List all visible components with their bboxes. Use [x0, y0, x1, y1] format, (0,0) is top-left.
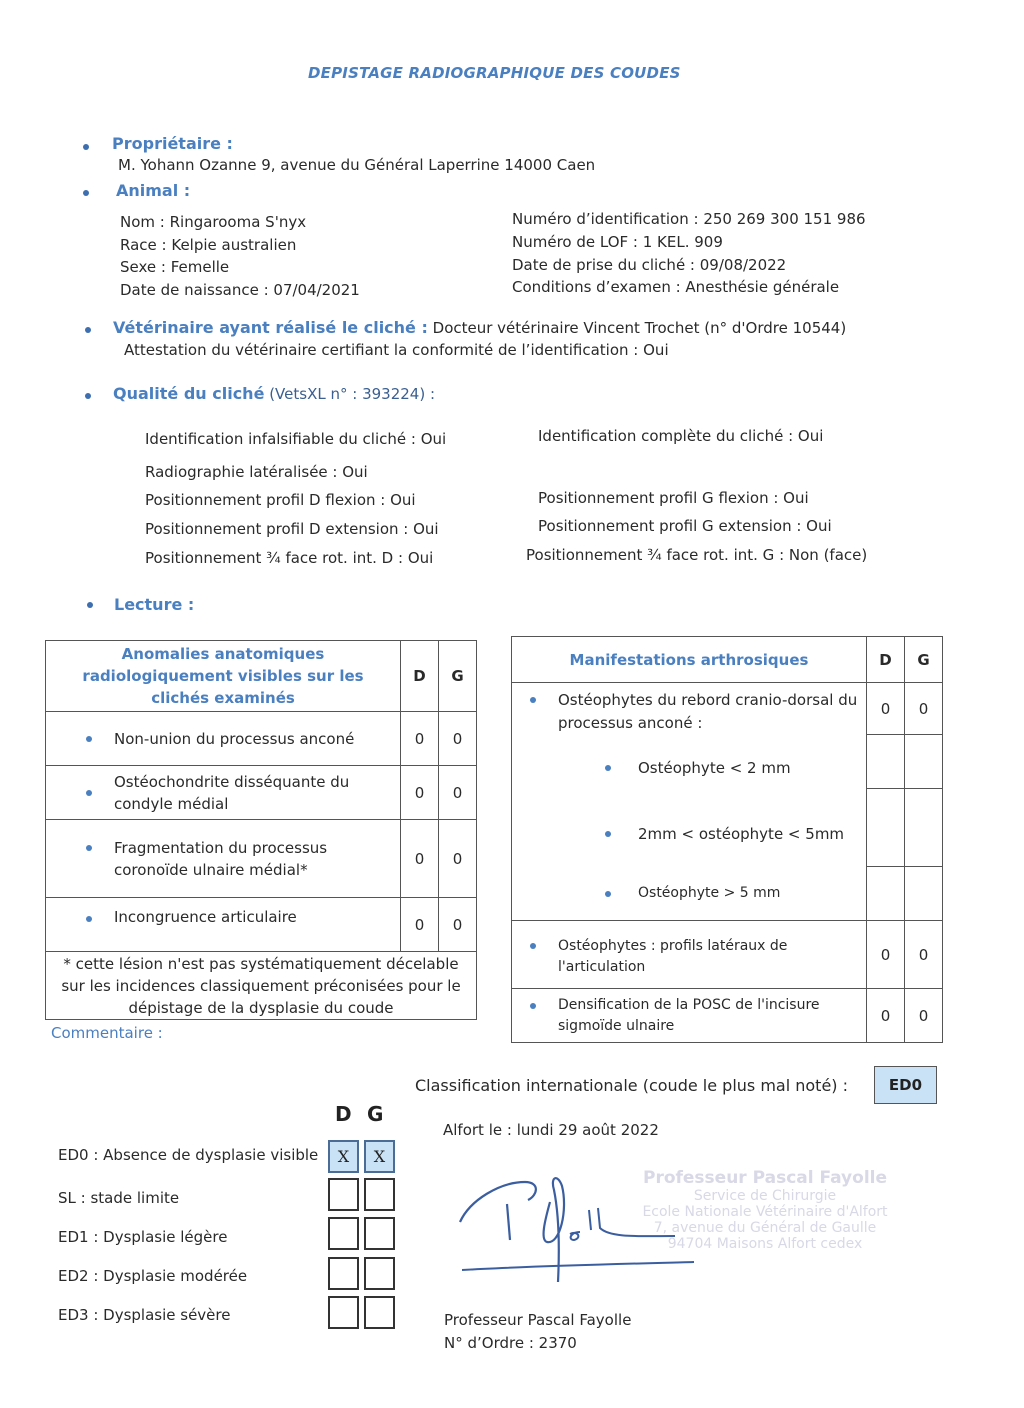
stamp-line: 94704 Maisons Alfort cedex [667, 1236, 863, 1252]
bullet [83, 190, 89, 196]
bullet [85, 327, 91, 333]
value-g: 0 [439, 712, 477, 766]
bullet [86, 790, 92, 796]
value-d: 0 [867, 921, 905, 989]
osteophyte-sub: Ostéophyte > 5 mm [638, 885, 781, 901]
stamp-line: 7, avenue du Général de Gaulle [653, 1220, 877, 1236]
value-d: 0 [401, 898, 439, 952]
col-g-header: G [905, 637, 943, 683]
bullet [530, 1003, 536, 1009]
bullet [86, 845, 92, 851]
anomalies-footnote: * cette lésion n'est pas systématiquement décelable sur les incidences classiquement préconisées pour le dépistage de la dysplasie du coude [46, 952, 477, 1020]
table-row [46, 898, 477, 952]
qualite-item: Identification complète du cliché : Oui [538, 427, 824, 445]
row-label: Incongruence articulaire [114, 907, 297, 926]
grade-label-ed2: ED2 : Dysplasie modérée [58, 1267, 248, 1285]
osteophyte-sub: 2mm < ostéophyte < 5mm [638, 825, 845, 843]
grade-label-ed1: ED1 : Dysplasie légère [58, 1228, 228, 1246]
bullet [86, 736, 92, 742]
row-label: Non-union du processus anconé [114, 729, 355, 748]
grade-checkbox-ed3-d[interactable] [328, 1296, 359, 1329]
grade-checkbox-ed1-g[interactable] [364, 1217, 395, 1250]
value-d: 0 [867, 989, 905, 1043]
animal-identification: Numéro d’identification : 250 269 300 151 986 [512, 210, 866, 228]
bullet [530, 943, 536, 949]
animal-naissance: Date de naissance : 07/04/2021 [120, 281, 360, 299]
osteophyte-sub: Ostéophyte < 2 mm [638, 759, 791, 777]
row-label: Ostéochondrite disséquante du condyle médial [114, 772, 350, 813]
grade-label-ed3: ED3 : Dysplasie sévère [58, 1306, 231, 1324]
bullet [605, 831, 611, 837]
lieu-date: Alfort le : lundi 29 août 2022 [443, 1121, 659, 1139]
qualite-item: Positionnement profil D extension : Oui [145, 520, 439, 538]
grades-col-g: G [367, 1102, 384, 1126]
animal-nom: Nom : Ringarooma S'nyx [120, 213, 307, 231]
proprietaire-value: M. Yohann Ozanne 9, avenue du Général Laperrine 14000 Caen [118, 156, 596, 174]
grade-checkbox-ed0-d[interactable]: X [328, 1140, 359, 1173]
veterinaire-value: Docteur vétérinaire Vincent Trochet (n° d'Ordre 10544) [432, 319, 847, 337]
grades-col-d: D [335, 1102, 352, 1126]
signataire-ordre: N° d’Ordre : 2370 [444, 1334, 577, 1352]
stamp-line: Service de Chirurgie [693, 1188, 837, 1204]
value-d: 0 [401, 820, 439, 898]
proprietaire-label: Propriétaire : [112, 134, 233, 153]
bullet [87, 602, 93, 608]
classification-label: Classification internationale (coude le plus mal noté) : [415, 1076, 849, 1095]
qualite-label: Qualité du cliché [113, 384, 265, 403]
grade-checkbox-sl-g[interactable] [364, 1178, 395, 1211]
row-label: Densification de la POSC de l'incisure sigmoïde ulnaire [558, 996, 820, 1034]
qualite-item: Radiographie latéralisée : Oui [145, 463, 368, 481]
grade-checkbox-sl-d[interactable] [328, 1178, 359, 1211]
commentaire-label: Commentaire : [51, 1024, 163, 1042]
anomalies-table [45, 640, 477, 1020]
col-d-header: D [401, 641, 439, 712]
animal-lof: Numéro de LOF : 1 KEL. 909 [512, 233, 723, 251]
signataire-name: Professeur Pascal Fayolle [444, 1311, 632, 1329]
qualite-item: Positionnement profil D flexion : Oui [145, 491, 416, 509]
qualite-item: Positionnement profil G flexion : Oui [538, 489, 809, 507]
grade-label-ed0: ED0 : Absence de dysplasie visible [58, 1146, 319, 1164]
grade-checkbox-ed3-g[interactable] [364, 1296, 395, 1329]
value-d: 0 [867, 683, 905, 735]
grade-checkbox-ed1-d[interactable] [328, 1217, 359, 1250]
value-d: 0 [401, 712, 439, 766]
animal-label: Animal : [116, 181, 191, 200]
table-row [512, 921, 943, 989]
grade-checkbox-ed2-g[interactable] [364, 1257, 395, 1290]
value-d: 0 [401, 766, 439, 820]
table-row [46, 766, 477, 820]
animal-conditions: Conditions d’examen : Anesthésie générale [512, 278, 840, 296]
lecture-label: Lecture : [114, 595, 195, 614]
anomalies-header: Anomalies anatomiques radiologiquement visibles sur les clichés examinés [46, 641, 401, 712]
row-label: Ostéophytes : profils latéraux de l'articulation [558, 937, 788, 975]
table-row [512, 683, 943, 735]
qualite-item: Positionnement ¾ face rot. int. D : Oui [145, 549, 434, 567]
stamp-line: Ecole Nationale Vétérinaire d'Alfort [642, 1204, 888, 1220]
row-label: Ostéophytes du rebord cranio-dorsal du processus anconé : [558, 691, 858, 732]
animal-race: Race : Kelpie australien [120, 236, 297, 254]
grade-label-sl: SL : stade limite [58, 1189, 180, 1207]
veterinaire-label: Vétérinaire ayant réalisé le cliché : [113, 318, 428, 337]
bullet [85, 393, 91, 399]
grade-checkbox-ed0-g[interactable]: X [364, 1140, 395, 1173]
col-d-header: D [867, 637, 905, 683]
value-g: 0 [439, 898, 477, 952]
row-label: Fragmentation du processus coronoïde ulnaire médial* [114, 838, 328, 879]
qualite-item: Positionnement ¾ face rot. int. G : Non (face) [526, 546, 868, 564]
animal-date-cliche: Date de prise du cliché : 09/08/2022 [512, 256, 787, 274]
animal-sexe: Sexe : Femelle [120, 258, 230, 276]
value-g: 0 [439, 766, 477, 820]
bullet [530, 697, 536, 703]
bullet [605, 765, 611, 771]
value-g: 0 [905, 921, 943, 989]
arthrose-header: Manifestations arthrosiques [512, 637, 867, 683]
bullet [86, 916, 92, 922]
value-g: 0 [439, 820, 477, 898]
classification-value: ED0 [874, 1066, 937, 1104]
table-row [512, 989, 943, 1043]
signature-image [450, 1160, 710, 1290]
bullet [605, 891, 611, 897]
stamp-line: Professeur Pascal Fayolle [642, 1168, 888, 1188]
col-g-header: G [439, 641, 477, 712]
bullet [83, 144, 89, 150]
qualite-item: Identification infalsifiable du cliché : Oui [145, 430, 447, 448]
page-title: DEPISTAGE RADIOGRAPHIQUE DES COUDES [308, 64, 681, 82]
qualite-vetsxl: (VetsXL n° : 393224) : [269, 385, 436, 403]
veterinaire-attestation: Attestation du vétérinaire certifiant la conformité de l’identification : Oui [124, 341, 669, 359]
table-row [46, 712, 477, 766]
grade-checkbox-ed2-d[interactable] [328, 1257, 359, 1290]
table-row [46, 820, 477, 898]
value-g: 0 [905, 683, 943, 735]
qualite-item: Positionnement profil G extension : Oui [538, 517, 832, 535]
value-g: 0 [905, 989, 943, 1043]
